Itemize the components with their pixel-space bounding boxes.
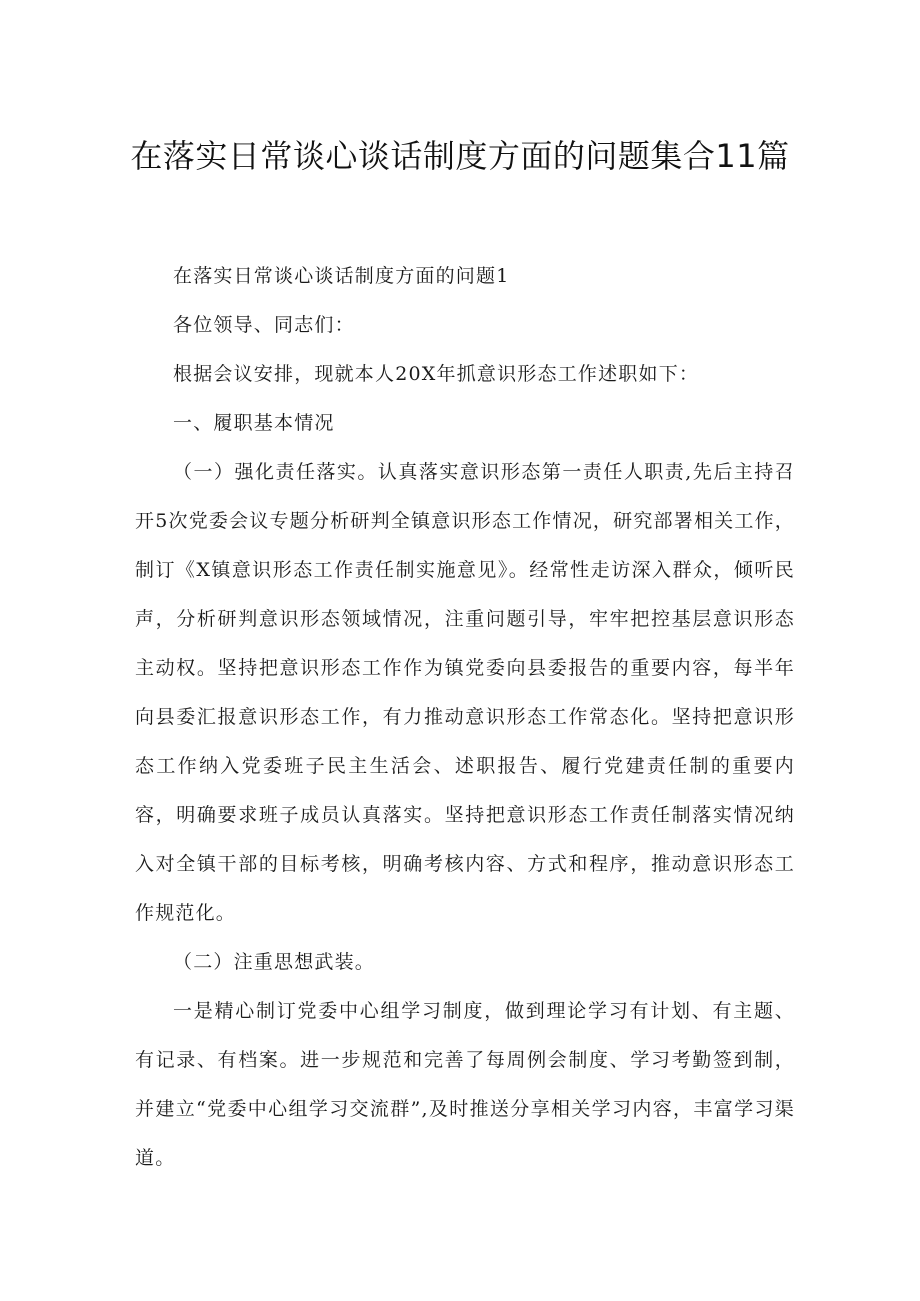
paragraph-subheading-2: （二）注重思想武装。 (173, 951, 376, 973)
paragraph-responsibility: （一）强化责任落实。认真落实意识形态第一责任人职责,先后主持召开5次党委会议专题分析研判全镇意识形态工作情况，研究部署相关工作，制订《X镇意识形态工作责任制实施意见》。经常性走访深入群众，倾听民声，分析研判意识形态领域情况，注重问题引导，牢牢把控基层意识形态主动权。坚持把意识形态工作作为镇党委向县委报告的重要内容，每半年向县委汇报意识形态工作，有力推动意识形态工作常态化。坚持把意识形态工作纳入党委班子民主生活会、述职报告、履行党建责任制的重要内容，明确要求班子成员认真落实。坚持把意识形态工作责任制落实情况纳入对全镇干部的目标考核，明确考核内容、方式和程序，推动意识形态工作规范化。 (135, 461, 795, 924)
document-body (135, 252, 795, 1183)
paragraph-section-title: 在落实日常谈心谈话制度方面的问题1 (173, 265, 510, 287)
paragraph-intro: 根据会议安排，现就本人20X年抓意识形态工作述职如下： (173, 363, 700, 385)
paragraph-salutation: 各位领导、同志们： (173, 314, 355, 336)
paragraph-study-system: 一是精心制订党委中心组学习制度，做到理论学习有计划、有主题、有记录、有档案。进一步规范和完善了每周例会制度、学习考勤签到制，并建立“党委中心组学习交流群”,及时推送分享相关学习内容，丰富学习渠道。 (135, 1000, 795, 1169)
document-title: 在落实日常谈心谈话制度方面的问题集合11篇 (130, 137, 790, 175)
paragraph-heading-1: 一、履职基本情况 (173, 412, 335, 434)
